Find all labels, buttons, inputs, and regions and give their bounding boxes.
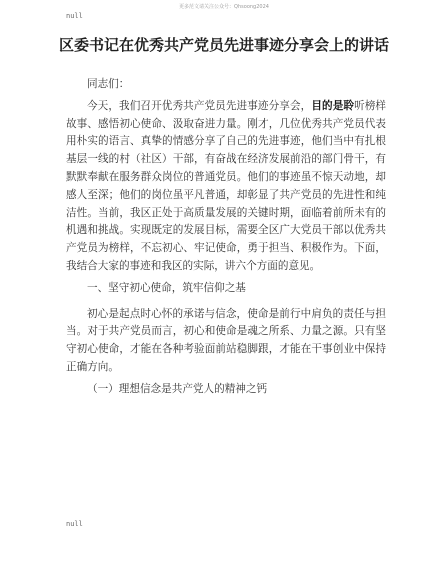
intro-text-start: 今天，我们召开优秀共产党员先进事迹分享会， (87, 99, 312, 112)
document-body (66, 76, 386, 399)
document-title: 区委书记在优秀共产党员先进事迹分享会上的讲话 (58, 36, 389, 54)
intro-paragraph (66, 98, 386, 276)
intro-emphasis: 目的是聆 (311, 99, 355, 112)
section-heading: 一、坚守初心使命，筑牢信仰之基 (87, 281, 246, 294)
intro-text-rest: 听榜样故事、感悟初心使命、汲取奋进力量。刚才，几位优秀共产党员代表用朴实的语言、真挚的情感分享了自己的先进事迹，他们当中有扎根基层一线的村（社区）干部，有奋战在经济发展前沿的部门骨干，有默默奉献在服务群众岗位的普通党员。他们的事迹虽不惊天动地，却感人至深；他们的岗位虽平凡普通，却彰显了共产党员的先进性和纯洁性。当前，我区正处于高质量发展的关键时期，面临着前所未有的机遇和挑战。实现既定的发展目标，需要全区广大党员干部以优秀共产党员为榜样，不忘初心、牢记使命，勇于担当、积极作为。下面，我结合大家的事迹和我区的实际，讲六个方面的意见。 (66, 99, 387, 272)
page-marker-top: null (66, 12, 83, 20)
page-marker-bottom: null (66, 520, 83, 528)
salutation: 同志们： (87, 78, 130, 90)
header-note: 更多范文请关注公众号：Qhsoong2024 (179, 4, 269, 10)
section-subheading: （一）理想信念是共产党人的精神之钙 (87, 382, 268, 395)
section-paragraph: 初心是起点时心怀的承诺与信念，使命是前行中肩负的责任与担当。对于共产党员而言，初心和使命是魂之所系、力量之源。只有坚守初心使命，才能在各种考验面前站稳脚跟，才能在干事创业中保持正确方向。 (66, 307, 386, 373)
